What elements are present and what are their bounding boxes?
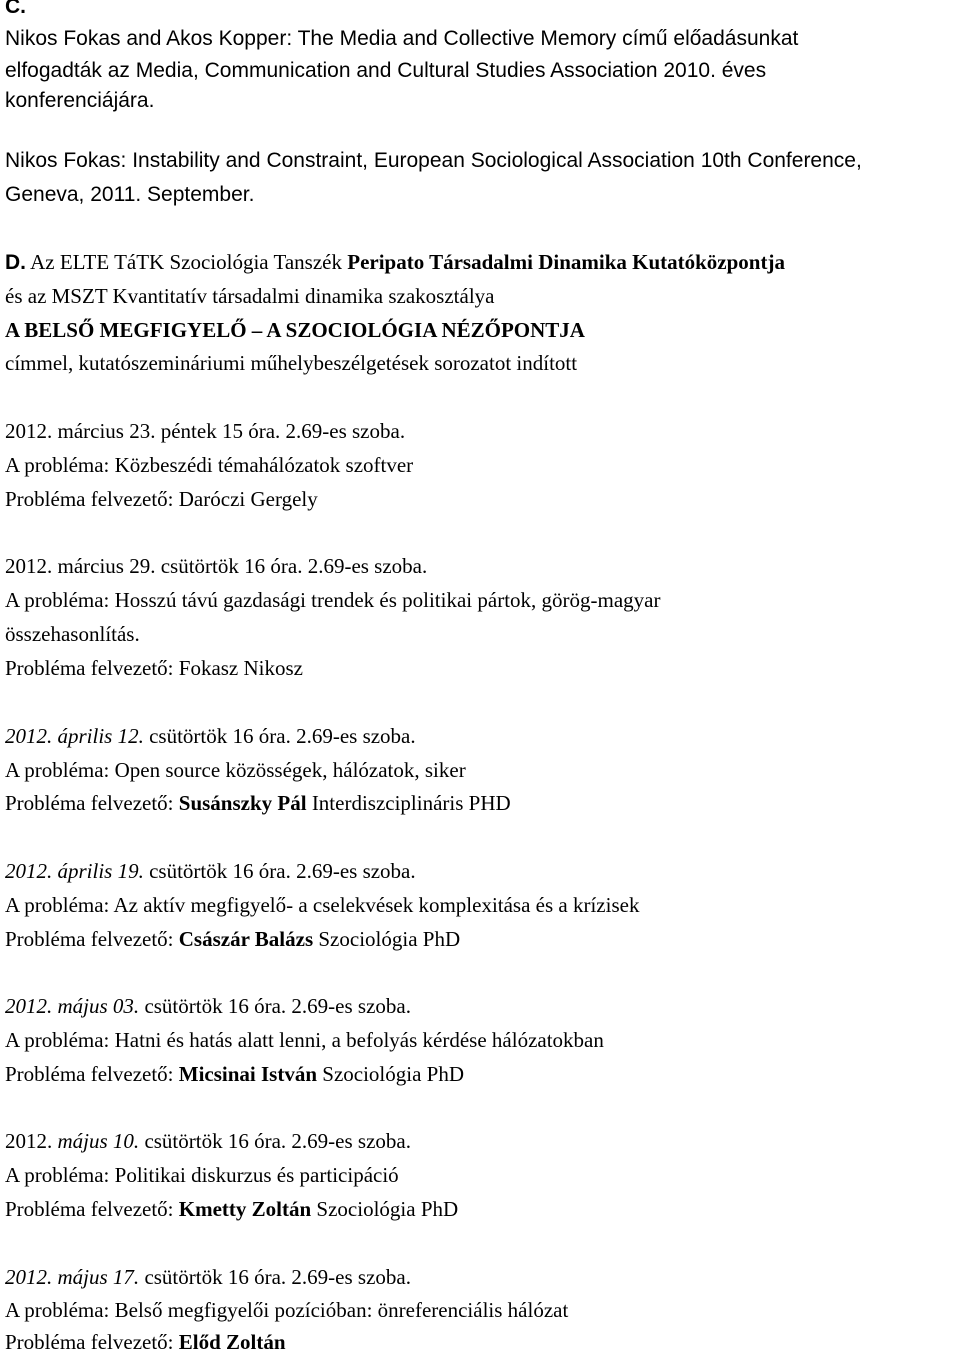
event-problem: A probléma: Belső megfigyelői pozícióban: önreferenciális hálózat	[5, 1298, 569, 1322]
section-d-heading: D.	[5, 251, 26, 274]
presenter-title: Szociológia PhD	[311, 1197, 459, 1221]
presenter-label: Probléma felvezető:	[5, 1062, 179, 1086]
presenter-name: Kmetty Zoltán	[178, 1197, 312, 1221]
event-date	[5, 1262, 411, 1292]
event-presenter	[5, 924, 460, 954]
paragraph-line: Nikos Fokas: Instability and Constraint, European Sociological Association 10th Conference,	[5, 149, 862, 172]
event-presenter	[5, 788, 511, 818]
event-date-italic: 2012. április 19.	[5, 859, 144, 883]
presenter-title: Szociológia PhD	[317, 1062, 465, 1086]
event-date-rest: csütörtök 16 óra. 2.69-es szoba.	[143, 724, 416, 748]
event-date	[5, 1126, 411, 1156]
event-problem: A probléma: Hatni és hatás alatt lenni, a befolyás kérdése hálózatokban	[5, 1028, 604, 1052]
event-date-italic: május 10.	[57, 1129, 140, 1153]
presenter-label: Probléma felvezető:	[5, 1330, 179, 1354]
research-center-name: Peripato Társadalmi Dinamika Kutatóközpontja	[347, 250, 785, 274]
series-title: A BELSŐ MEGFIGYELŐ – A SZOCIOLÓGIA NÉZŐPONTJA	[5, 318, 585, 342]
event-problem: összehasonlítás.	[5, 622, 140, 646]
event-date	[5, 856, 416, 886]
event-date-rest: csütörtök 16 óra. 2.69-es szoba.	[143, 859, 416, 883]
section-d-intro	[5, 247, 785, 278]
event-date-italic: 2012. április 12.	[5, 724, 144, 748]
event-date: 2012. március 29. csütörtök 16 óra. 2.69-es szoba.	[5, 554, 428, 578]
event-problem: A probléma: Open source közösségek, hálózatok, siker	[5, 758, 466, 782]
presenter-label: Probléma felvezető:	[5, 927, 179, 951]
paragraph-line: és az MSZT Kvantitatív társadalmi dinamika szakosztálya	[5, 284, 495, 308]
event-presenter	[5, 1059, 464, 1089]
event-presenter	[5, 1327, 286, 1357]
presenter-name: Micsinai István	[178, 1062, 318, 1086]
event-date	[5, 991, 411, 1021]
paragraph-line: Nikos Fokas and Akos Kopper: The Media and Collective Memory című előadásunkat	[5, 27, 799, 50]
event-date: 2012. március 23. péntek 15 óra. 2.69-es szoba.	[5, 419, 406, 443]
paragraph-line: elfogadták az Media, Communication and Cultural Studies Association 2010. éves	[5, 59, 767, 82]
event-problem: A probléma: Politikai diskurzus és participáció	[5, 1163, 399, 1187]
event-problem: A probléma: Az aktív megfigyelő- a cselekvések komplexitása és a krízisek	[5, 893, 640, 917]
event-date-rest: csütörtök 16 óra. 2.69-es szoba.	[139, 1129, 411, 1153]
intro-text: Az ELTE TáTK Szociológia Tanszék	[30, 250, 348, 274]
event-problem: A probléma: Hosszú távú gazdasági trendek és politikai pártok, görög-magyar	[5, 588, 661, 612]
event-problem: A probléma: Közbeszédi témahálózatok szoftver	[5, 453, 414, 477]
event-date-plain: 2012.	[5, 1129, 58, 1153]
presenter-name: Császár Balázs	[178, 927, 314, 951]
event-date-rest: csütörtök 16 óra. 2.69-es szoba.	[139, 1265, 411, 1289]
paragraph-line: konferenciájára.	[5, 89, 155, 112]
presenter-title: Interdiszciplináris PHD	[306, 791, 511, 815]
paragraph-line: címmel, kutatószemináriumi műhelybeszélgetések sorozatot indított	[5, 351, 578, 375]
event-date-italic: 2012. május 17.	[5, 1265, 140, 1289]
event-date-italic: 2012. május 03.	[5, 994, 140, 1018]
event-date-rest: csütörtök 16 óra. 2.69-es szoba.	[139, 994, 411, 1018]
paragraph-line: Geneva, 2011. September.	[5, 183, 255, 206]
presenter-name: Susánszky Pál	[178, 791, 307, 815]
event-presenter: Probléma felvezető: Daróczi Gergely	[5, 487, 318, 511]
presenter-title: Szociológia PhD	[313, 927, 461, 951]
event-presenter: Probléma felvezető: Fokasz Nikosz	[5, 656, 303, 680]
presenter-label: Probléma felvezető:	[5, 791, 179, 815]
event-presenter	[5, 1194, 458, 1224]
presenter-label: Probléma felvezető:	[5, 1197, 179, 1221]
event-date	[5, 721, 416, 751]
section-c-heading: C.	[5, 0, 26, 18]
presenter-name: Előd Zoltán	[178, 1330, 286, 1354]
